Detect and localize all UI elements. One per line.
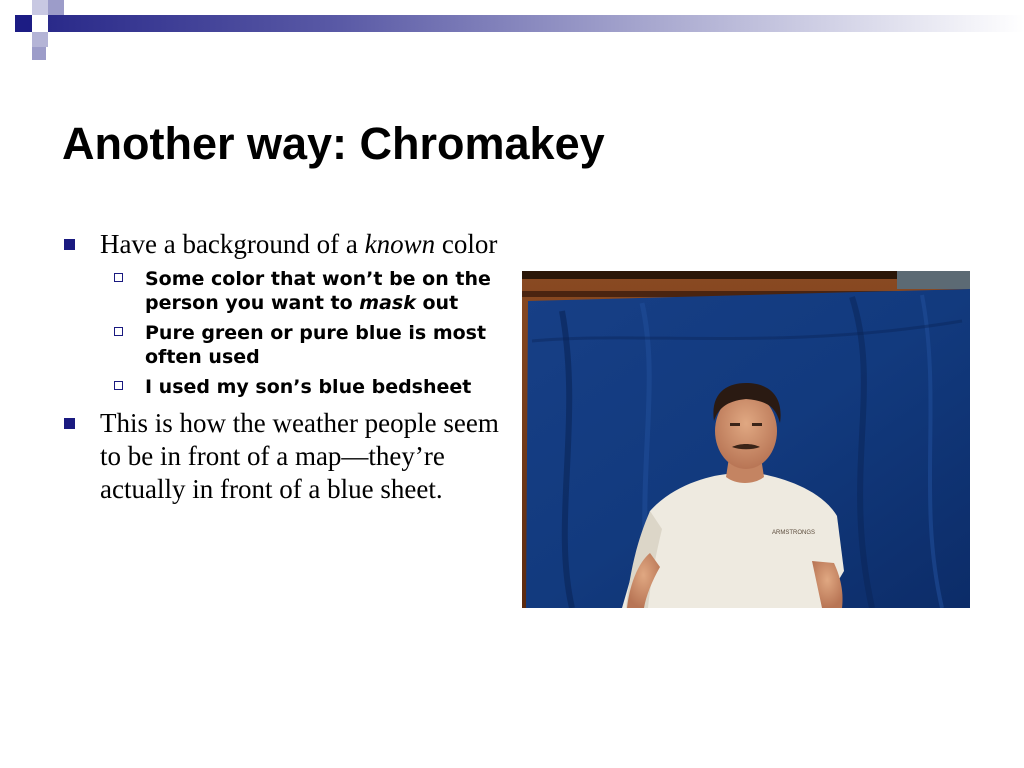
bullet-text: color bbox=[435, 229, 498, 259]
sub-bullet-text: Pure green or pure blue is most often used bbox=[145, 322, 487, 368]
decor-square bbox=[32, 47, 46, 60]
square-bullet-icon bbox=[64, 418, 75, 429]
header-decoration bbox=[0, 0, 1024, 60]
shirt-logo-text: ARMSTRONGS bbox=[772, 530, 816, 536]
sub-bullet-item bbox=[100, 321, 502, 369]
hollow-square-bullet-icon bbox=[114, 381, 123, 390]
slide-title: Another way: Chromakey bbox=[62, 118, 605, 169]
sub-bullet-emphasis: mask bbox=[359, 292, 416, 314]
bullet-text: This is how the weather people seem to be in front of a map—they’re actually in front of a blue sheet. bbox=[100, 408, 499, 504]
sub-bullet-text: out bbox=[415, 292, 459, 314]
bullet-text: Have a background of a bbox=[100, 229, 365, 259]
sub-bullet-item bbox=[100, 375, 502, 399]
sub-bullet-item bbox=[100, 267, 502, 315]
bullet-list bbox=[62, 228, 502, 506]
decor-square bbox=[32, 32, 48, 47]
hollow-square-bullet-icon bbox=[114, 327, 123, 336]
sub-bullet-list bbox=[100, 267, 502, 399]
square-bullet-icon bbox=[64, 239, 75, 250]
decor-square bbox=[32, 0, 48, 15]
sub-bullet-text: I used my son’s blue bedsheet bbox=[145, 376, 472, 398]
header-gradient-bar bbox=[48, 15, 1024, 32]
decor-square bbox=[15, 15, 32, 32]
sub-bullet-text: Some color that won’t be on the person you want to bbox=[145, 268, 491, 314]
bullet-emphasis: known bbox=[364, 229, 436, 259]
decor-square bbox=[48, 0, 64, 15]
hollow-square-bullet-icon bbox=[114, 273, 123, 282]
bullet-item bbox=[62, 228, 502, 399]
bullet-item bbox=[62, 407, 502, 506]
chromakey-photo bbox=[522, 271, 970, 608]
